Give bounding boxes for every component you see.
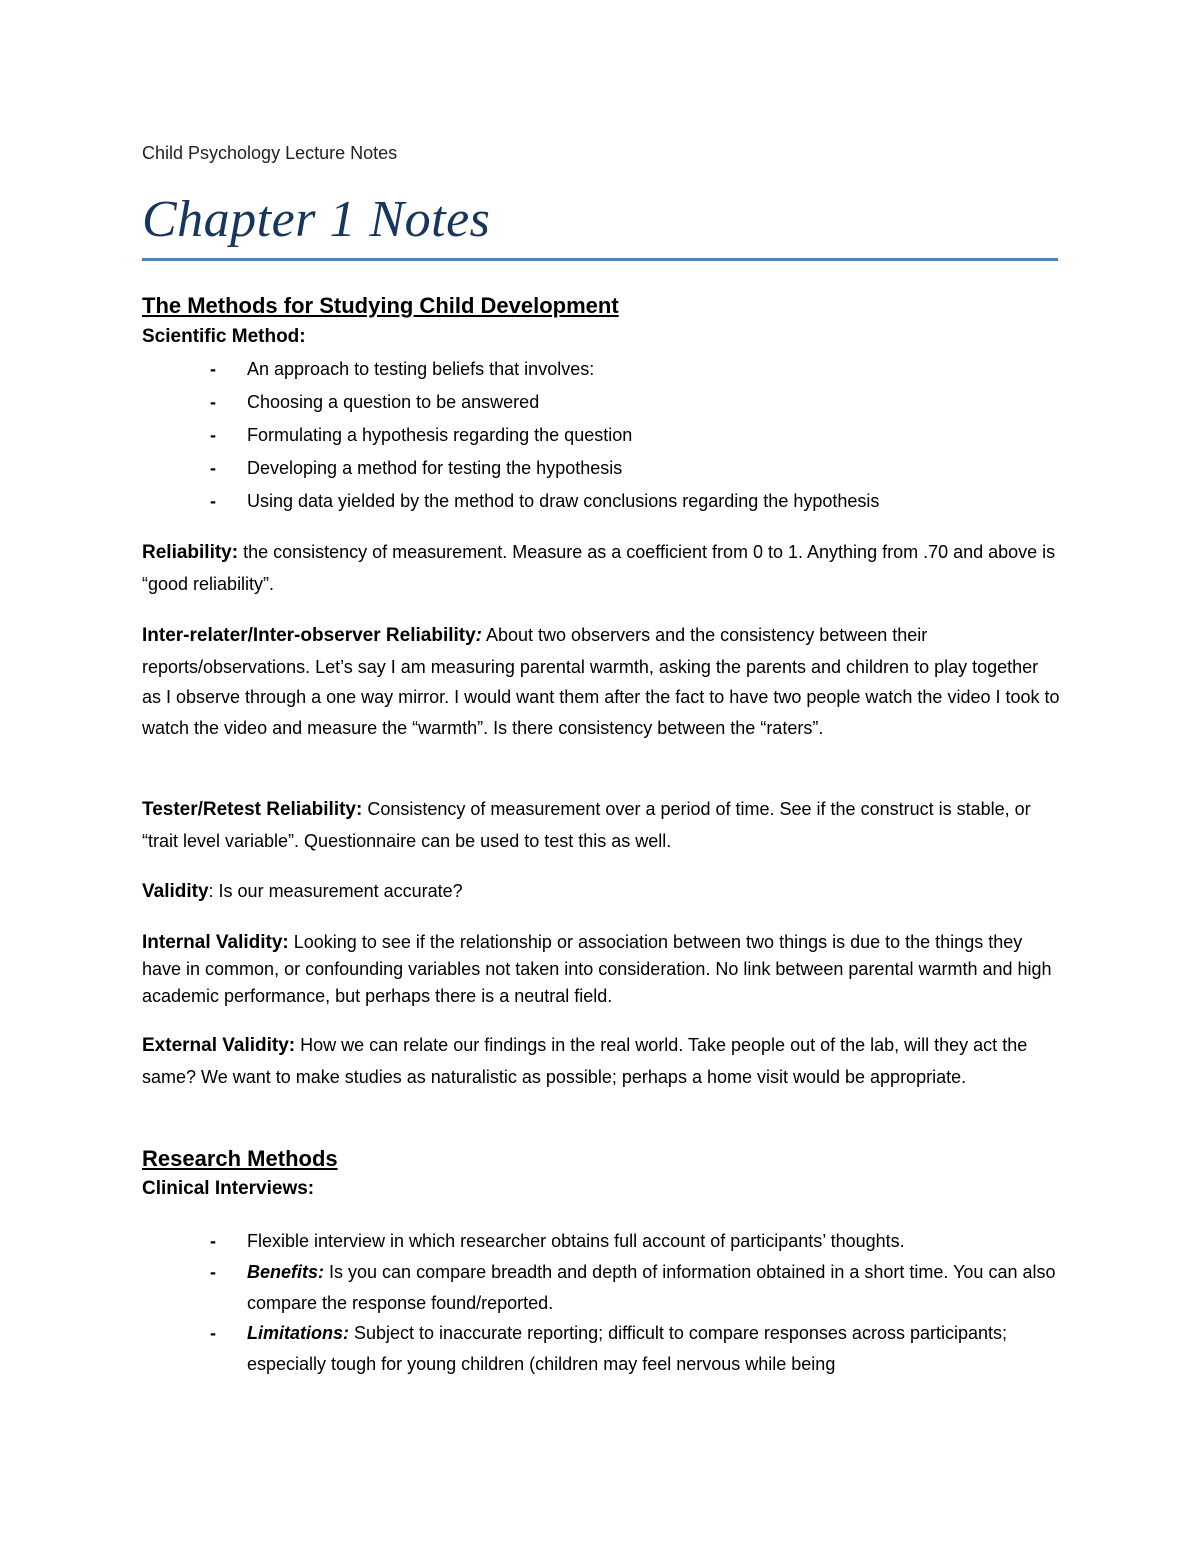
- list-item-text: An approach to testing beliefs that involves:: [247, 359, 595, 379]
- list-item: [210, 1318, 1070, 1379]
- list-item-text: Flexible interview in which researcher obtains full account of participants’ thoughts.: [247, 1231, 905, 1251]
- list-item-text: Developing a method for testing the hypothesis: [247, 458, 623, 478]
- page-title: Chapter 1 Notes: [142, 191, 491, 248]
- bullet-dash: -: [210, 1262, 216, 1282]
- bullet-dash: -: [210, 359, 216, 379]
- list-item-text: Choosing a question to be answered: [247, 392, 540, 412]
- paragraph-test-retest-reliability: [142, 794, 1062, 856]
- validity-colon: :: [208, 881, 214, 901]
- bullet-dash: -: [210, 1231, 216, 1251]
- paragraph-external-validity: [142, 1030, 1062, 1092]
- list-item: [210, 1226, 1070, 1257]
- label-benefits: Benefits:: [247, 1262, 325, 1282]
- term-internal-validity: Internal Validity:: [142, 932, 289, 953]
- list-item-text: Subject to inaccurate reporting; difficult to compare responses across participants; especially tough for young children (children may feel nervous while being: [247, 1323, 1008, 1374]
- bullet-dash: -: [210, 1323, 216, 1343]
- section-heading-methods: The Methods for Studying Child Development: [142, 293, 619, 318]
- term-validity: Validity: [142, 881, 209, 902]
- subheading-scientific-method: Scientific Method:: [142, 326, 306, 347]
- definition-internal-validity: Looking to see if the relationship or association between two things is due to the things they have in common, or confounding variables not taken into consideration. No link between parental warmth and high academic performance, but perhaps there is a neutral field.: [142, 932, 1052, 1006]
- paragraph-validity: [142, 876, 1062, 908]
- definition-reliability: the consistency of measurement. Measure as a coefficient from 0 to 1. Anything from .70 and above is “good reliability”.: [142, 542, 1056, 594]
- term-inter-rater-colon: :: [475, 625, 482, 646]
- definition-inter-rater-reliability: About two observers and the consistency between their reports/observations. Let’s say I am measuring parental warmth, asking the parents and children to play together as I observe through a one way mirror. I would want them after the fact to have two people watch the video I took to watch the video and measure the “warmth”. Is there consistency between the “raters”.: [142, 625, 1060, 738]
- bullet-dash: -: [210, 491, 216, 511]
- bullet-dash: -: [210, 392, 216, 412]
- definition-external-validity: How we can relate our findings in the real world. Take people out of the lab, will they act the same? We want to make studies as naturalistic as possible; perhaps a home visit would be appropriate.: [142, 1035, 1028, 1087]
- bullet-dash: -: [210, 425, 216, 445]
- definition-test-retest-reliability: Consistency of measurement over a period of time. See if the construct is stable, or “trait level variable”. Questionnaire can be used to test this as well.: [142, 799, 1031, 851]
- list-item: [210, 1257, 1070, 1318]
- term-reliability: Reliability:: [142, 542, 239, 563]
- term-inter-rater-reliability: Inter-relater/Inter-observer Reliability: [142, 625, 476, 646]
- paragraph-internal-validity: [142, 929, 1062, 1010]
- title-underline-rule: [142, 258, 1058, 261]
- term-test-retest-reliability: Tester/Retest Reliability:: [142, 799, 363, 820]
- bullet-dash: -: [210, 458, 216, 478]
- paragraph-reliability: [142, 537, 1062, 599]
- section-heading-research-methods: Research Methods: [142, 1146, 338, 1171]
- subheading-clinical-interviews: Clinical Interviews:: [142, 1178, 315, 1199]
- list-item-text: Using data yielded by the method to draw conclusions regarding the hypothesis: [247, 491, 880, 511]
- list-item-text: Formulating a hypothesis regarding the question: [247, 425, 633, 445]
- paragraph-inter-rater-reliability: [142, 620, 1062, 743]
- label-limitations: Limitations:: [247, 1323, 349, 1343]
- list-item-text: Is you can compare breadth and depth of information obtained in a short time. You can also compare the response found/reported.: [247, 1262, 1056, 1313]
- definition-validity: Is our measurement accurate?: [213, 881, 463, 901]
- list-item-body: [247, 1257, 1070, 1318]
- list-item-body: [247, 1318, 1070, 1379]
- term-external-validity: External Validity:: [142, 1035, 296, 1056]
- running-header: Child Psychology Lecture Notes: [142, 143, 398, 163]
